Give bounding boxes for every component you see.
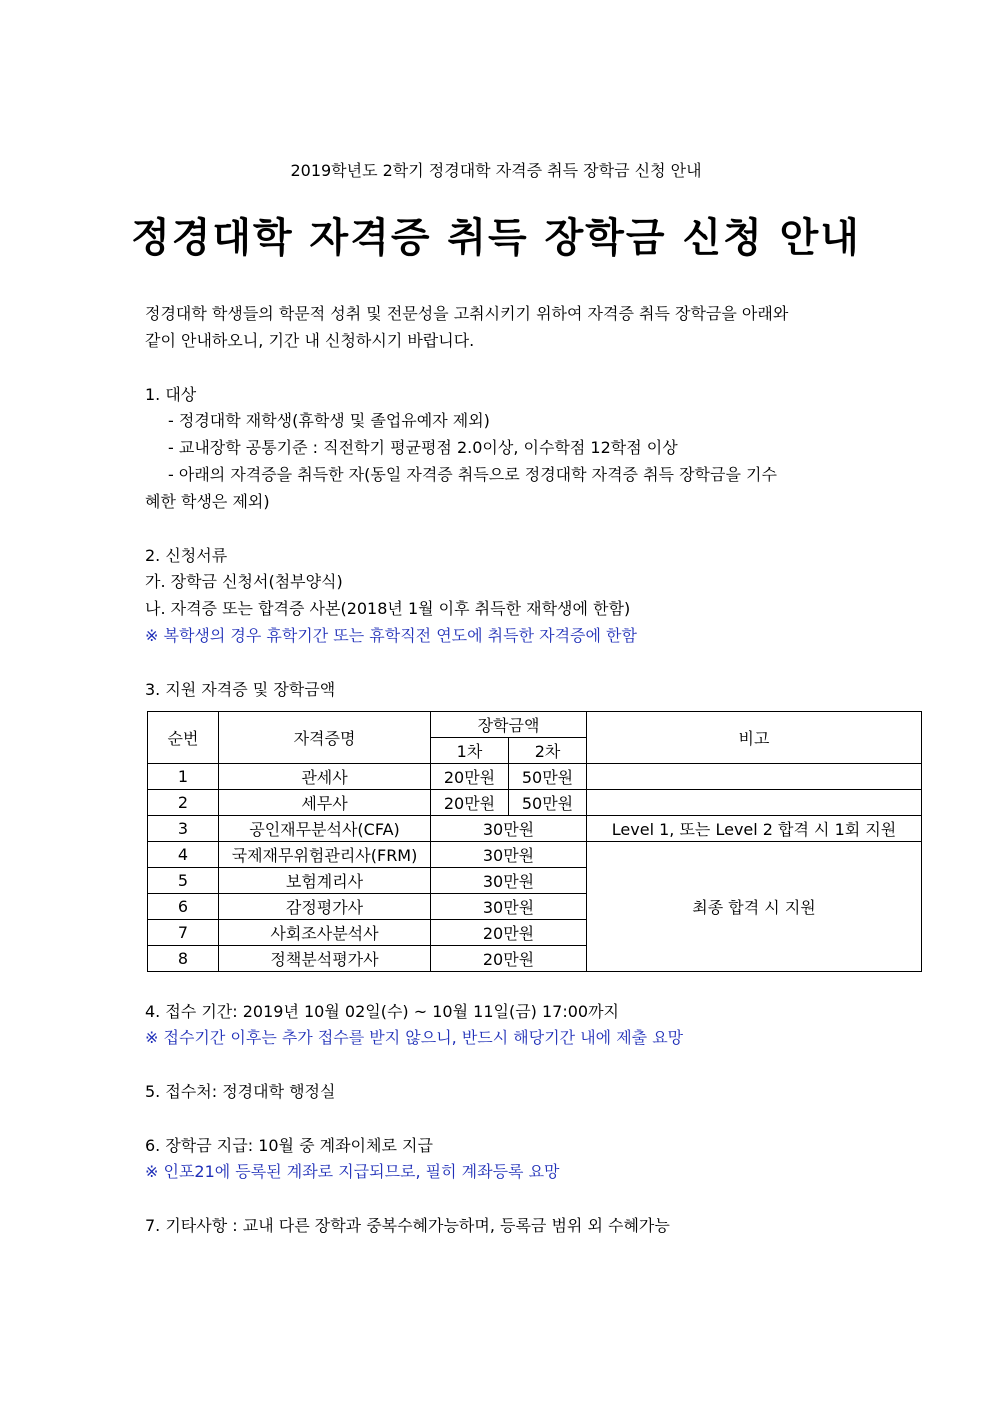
section-6-note: ※ 인포21에 등록된 계좌로 지급되므로, 필히 계좌등록 요망 [145, 1162, 560, 1181]
cell-no: 3 [148, 816, 219, 842]
cell-note [587, 790, 922, 816]
cell-no: 2 [148, 790, 219, 816]
cell-name: 관세사 [219, 764, 431, 790]
cell-name: 감정평가사 [219, 894, 431, 920]
document-subtitle: 2019학년도 2학기 정경대학 자격증 취득 장학금 신청 안내 [290, 161, 702, 180]
intro-line-1: 정경대학 학생들의 학문적 성취 및 전문성을 고취시키기 위하여 자격증 취득 장학금을 아래와 [145, 304, 789, 323]
section-4-heading: 4. 접수 기간: 2019년 10월 02일(수) ~ 10월 11일(금) 17:00까지 [145, 1002, 619, 1021]
cell-amount: 30만원 [431, 816, 587, 842]
section-3-heading: 3. 지원 자격증 및 장학금액 [145, 680, 336, 699]
header-second: 2차 [509, 738, 587, 764]
cell-no: 5 [148, 868, 219, 894]
cell-amount: 30만원 [431, 868, 587, 894]
header-note: 비고 [587, 712, 922, 764]
header-amount: 장학금액 [431, 712, 587, 738]
cell-name: 세무사 [219, 790, 431, 816]
cell-name: 보험계리사 [219, 868, 431, 894]
cell-first: 20만원 [431, 790, 509, 816]
cell-name: 사회조사분석사 [219, 920, 431, 946]
table-row [148, 790, 922, 816]
section-2-heading: 2. 신청서류 [145, 546, 228, 565]
table-row [148, 764, 922, 790]
section-7-heading: 7. 기타사항 : 교내 다른 장학과 중복수혜가능하며, 등록금 범위 외 수혜가능 [145, 1216, 670, 1235]
table-row [148, 816, 922, 842]
cell-amount: 30만원 [431, 894, 587, 920]
cell-amount: 20만원 [431, 920, 587, 946]
cell-name: 정책분석평가사 [219, 946, 431, 972]
cell-no: 6 [148, 894, 219, 920]
section-4-note: ※ 접수기간 이후는 추가 접수를 받지 않으니, 반드시 해당기간 내에 제출 요망 [145, 1028, 684, 1047]
section-2-item-ga: 가. 장학금 신청서(첨부양식) [145, 572, 343, 591]
cell-no: 4 [148, 842, 219, 868]
cell-amount: 20만원 [431, 946, 587, 972]
intro-line-2: 같이 안내하오니, 기간 내 신청하시기 바랍니다. [145, 331, 475, 350]
document-title: 정경대학 자격증 취득 장학금 신청 안내 [131, 215, 861, 261]
header-first: 1차 [431, 738, 509, 764]
section-1-item-3-line-2: 혜한 학생은 제외) [145, 492, 270, 511]
cell-no: 1 [148, 764, 219, 790]
section-6-heading: 6. 장학금 지급: 10월 중 계좌이체로 지급 [145, 1136, 433, 1155]
scholarship-table [147, 711, 922, 972]
section-1-heading: 1. 대상 [145, 385, 197, 404]
cell-name: 국제재무위험관리사(FRM) [219, 842, 431, 868]
cell-note [587, 764, 922, 790]
table-header-row [148, 712, 922, 738]
cell-second: 50만원 [509, 764, 587, 790]
cell-name: 공인재무분석사(CFA) [219, 816, 431, 842]
section-1-item-3-line-1: - 아래의 자격증을 취득한 자(동일 자격증 취득으로 정경대학 자격증 취득 장학금을 기수 [168, 465, 777, 484]
section-5-heading: 5. 접수처: 정경대학 행정실 [145, 1082, 336, 1101]
header-no: 순번 [148, 712, 219, 764]
cell-no: 7 [148, 920, 219, 946]
cell-amount: 30만원 [431, 842, 587, 868]
table-row [148, 842, 922, 868]
section-2-note: ※ 복학생의 경우 휴학기간 또는 휴학직전 연도에 취득한 자격증에 한함 [145, 626, 637, 645]
section-1-item-2: - 교내장학 공통기준 : 직전학기 평균평점 2.0이상, 이수학점 12학점 이상 [168, 438, 678, 457]
header-name: 자격증명 [219, 712, 431, 764]
cell-note-merged: 최종 합격 시 지원 [587, 842, 922, 972]
cell-first: 20만원 [431, 764, 509, 790]
cell-note: Level 1, 또는 Level 2 합격 시 1회 지원 [587, 816, 922, 842]
cell-second: 50만원 [509, 790, 587, 816]
cell-no: 8 [148, 946, 219, 972]
section-1-item-1: - 정경대학 재학생(휴학생 및 졸업유예자 제외) [168, 411, 490, 430]
section-2-item-na: 나. 자격증 또는 합격증 사본(2018년 1월 이후 취득한 재학생에 한함) [145, 599, 631, 618]
